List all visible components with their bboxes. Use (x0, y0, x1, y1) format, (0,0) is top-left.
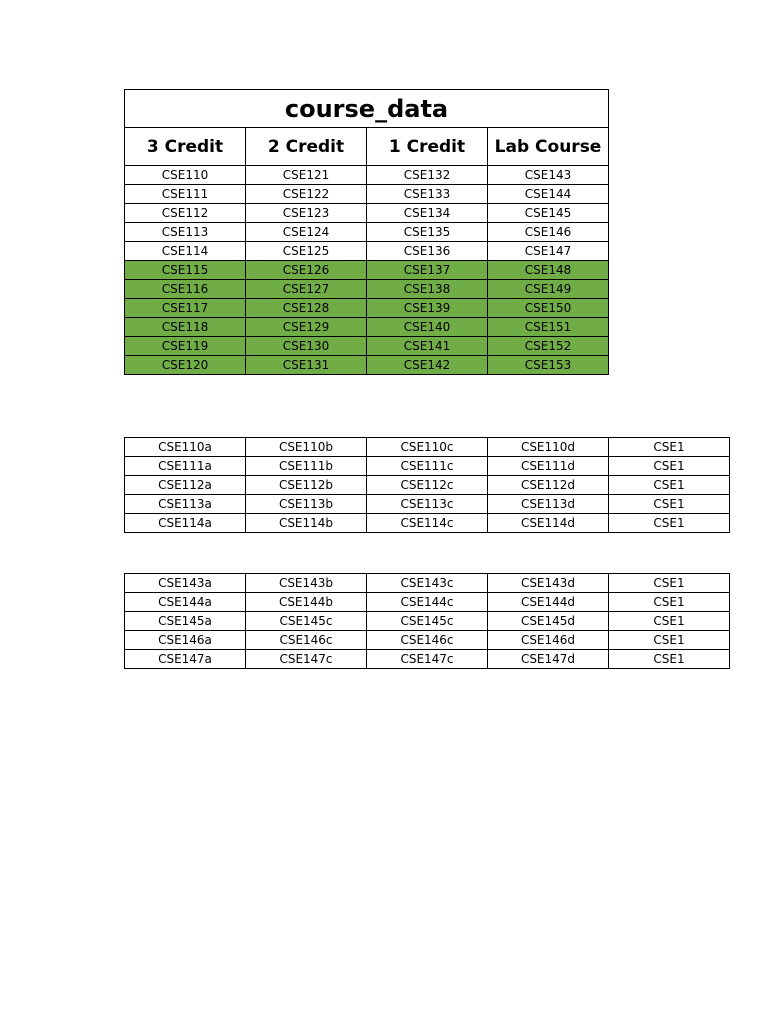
table-cell[interactable]: CSE116 (125, 280, 246, 299)
table-cell[interactable]: CSE110 (125, 166, 246, 185)
table-cell[interactable]: CSE111 (125, 185, 246, 204)
table-cell[interactable]: CSE110a (125, 438, 246, 457)
table-row (125, 204, 609, 223)
table-cell[interactable]: CSE125 (246, 242, 367, 261)
table-cell[interactable]: CSE111c (367, 457, 488, 476)
table-cell[interactable]: CSE146a (125, 631, 246, 650)
table-cell[interactable]: CSE127 (246, 280, 367, 299)
table-cell[interactable]: CSE110c (367, 438, 488, 457)
table-cell[interactable]: CSE144 (488, 185, 609, 204)
table-cell[interactable]: CSE126 (246, 261, 367, 280)
table-cell[interactable]: CSE1 (609, 593, 730, 612)
table-cell[interactable]: CSE147c (367, 650, 488, 669)
table-cell[interactable]: CSE134 (367, 204, 488, 223)
table-cell[interactable]: CSE113c (367, 495, 488, 514)
table-cell[interactable]: CSE145c (246, 612, 367, 631)
table-cell[interactable]: CSE148 (488, 261, 609, 280)
table-cell[interactable]: CSE151 (488, 318, 609, 337)
table-row (125, 185, 609, 204)
header-1-credit[interactable]: 1 Credit (367, 128, 488, 166)
table-cell[interactable]: CSE144c (367, 593, 488, 612)
table-header-row (125, 128, 609, 166)
table-cell[interactable]: CSE142 (367, 356, 488, 375)
table-cell[interactable]: CSE1 (609, 514, 730, 533)
table-cell[interactable]: CSE111b (246, 457, 367, 476)
table-cell[interactable]: CSE110d (488, 438, 609, 457)
table-cell[interactable]: CSE114b (246, 514, 367, 533)
table-cell[interactable]: CSE135 (367, 223, 488, 242)
table-row-highlighted (125, 261, 609, 280)
table-cell[interactable]: CSE147 (488, 242, 609, 261)
section-b-table-region (124, 573, 685, 673)
table-row-highlighted (125, 318, 609, 337)
table-row (125, 166, 609, 185)
table-cell[interactable]: CSE147c (246, 650, 367, 669)
table-cell[interactable]: CSE113b (246, 495, 367, 514)
table-cell[interactable]: CSE113 (125, 223, 246, 242)
table-cell[interactable]: CSE1 (609, 476, 730, 495)
header-2-credit[interactable]: 2 Credit (246, 128, 367, 166)
table-cell[interactable]: CSE111a (125, 457, 246, 476)
table-cell[interactable]: CSE1 (609, 457, 730, 476)
table-cell[interactable]: CSE118 (125, 318, 246, 337)
table-cell[interactable]: CSE150 (488, 299, 609, 318)
table-row (125, 438, 730, 457)
table-cell[interactable]: CSE141 (367, 337, 488, 356)
section-a-table-region (124, 437, 685, 537)
table-cell[interactable]: CSE144a (125, 593, 246, 612)
table-row (125, 574, 730, 593)
table-cell[interactable]: CSE132 (367, 166, 488, 185)
table-cell[interactable]: CSE111d (488, 457, 609, 476)
table-cell[interactable]: CSE147d (488, 650, 609, 669)
header-3-credit[interactable]: 3 Credit (125, 128, 246, 166)
table-cell[interactable]: CSE114d (488, 514, 609, 533)
table-cell[interactable]: CSE1 (609, 574, 730, 593)
table-cell[interactable]: CSE124 (246, 223, 367, 242)
table-cell[interactable]: CSE145 (488, 204, 609, 223)
table-cell[interactable]: CSE137 (367, 261, 488, 280)
table-cell[interactable]: CSE130 (246, 337, 367, 356)
table-cell[interactable]: CSE146c (367, 631, 488, 650)
table-cell[interactable]: CSE114c (367, 514, 488, 533)
table-row-highlighted (125, 356, 609, 375)
table-cell[interactable]: CSE144d (488, 593, 609, 612)
section-b-table (124, 573, 730, 669)
table-cell[interactable]: CSE123 (246, 204, 367, 223)
table-cell[interactable]: CSE149 (488, 280, 609, 299)
table-cell[interactable]: CSE121 (246, 166, 367, 185)
table-cell[interactable]: CSE119 (125, 337, 246, 356)
table-cell[interactable]: CSE143b (246, 574, 367, 593)
table-cell[interactable]: CSE1 (609, 612, 730, 631)
table-cell[interactable]: CSE144b (246, 593, 367, 612)
table-cell[interactable]: CSE120 (125, 356, 246, 375)
table-title-row (125, 90, 609, 128)
table-cell[interactable]: CSE1 (609, 650, 730, 669)
table-row (125, 631, 730, 650)
table-cell[interactable]: CSE1 (609, 631, 730, 650)
table-row (125, 650, 730, 669)
table-cell[interactable]: CSE152 (488, 337, 609, 356)
table-cell[interactable]: CSE115 (125, 261, 246, 280)
table-cell[interactable]: CSE140 (367, 318, 488, 337)
table-cell[interactable]: CSE112b (246, 476, 367, 495)
table-row (125, 242, 609, 261)
table-row (125, 476, 730, 495)
header-lab-course[interactable]: Lab Course (488, 128, 609, 166)
table-cell[interactable]: CSE1 (609, 495, 730, 514)
table-cell[interactable]: CSE131 (246, 356, 367, 375)
table-row (125, 495, 730, 514)
table-cell[interactable]: CSE113a (125, 495, 246, 514)
section-a-table (124, 437, 730, 533)
table-cell[interactable]: CSE143a (125, 574, 246, 593)
table-cell[interactable]: CSE128 (246, 299, 367, 318)
table-cell[interactable]: CSE143 (488, 166, 609, 185)
table-cell[interactable]: CSE153 (488, 356, 609, 375)
table-row (125, 223, 609, 242)
table-row (125, 514, 730, 533)
table-cell[interactable]: CSE114 (125, 242, 246, 261)
table-cell[interactable]: CSE147a (125, 650, 246, 669)
table-title[interactable]: course_data (125, 90, 609, 128)
table-cell[interactable]: CSE145a (125, 612, 246, 631)
table-cell[interactable]: CSE1 (609, 438, 730, 457)
table-row-highlighted (125, 280, 609, 299)
table-cell[interactable]: CSE112d (488, 476, 609, 495)
table-cell[interactable]: CSE113d (488, 495, 609, 514)
table-row-highlighted (125, 337, 609, 356)
table-cell[interactable]: CSE146c (246, 631, 367, 650)
table-row (125, 593, 730, 612)
table-cell[interactable]: CSE136 (367, 242, 488, 261)
table-row (125, 457, 730, 476)
table-cell[interactable]: CSE143d (488, 574, 609, 593)
table-cell[interactable]: CSE146d (488, 631, 609, 650)
course-data-table (124, 89, 609, 375)
table-cell[interactable]: CSE112a (125, 476, 246, 495)
table-cell[interactable]: CSE110b (246, 438, 367, 457)
table-row-highlighted (125, 299, 609, 318)
table-cell[interactable]: CSE146 (488, 223, 609, 242)
table-cell[interactable]: CSE129 (246, 318, 367, 337)
table-cell[interactable]: CSE139 (367, 299, 488, 318)
table-cell[interactable]: CSE138 (367, 280, 488, 299)
table-cell[interactable]: CSE114a (125, 514, 246, 533)
table-cell[interactable]: CSE112c (367, 476, 488, 495)
table-cell[interactable]: CSE112 (125, 204, 246, 223)
table-cell[interactable]: CSE145d (488, 612, 609, 631)
table-row (125, 612, 730, 631)
table-cell[interactable]: CSE122 (246, 185, 367, 204)
table-cell[interactable]: CSE117 (125, 299, 246, 318)
table-cell[interactable]: CSE133 (367, 185, 488, 204)
table-cell[interactable]: CSE143c (367, 574, 488, 593)
table-cell[interactable]: CSE145c (367, 612, 488, 631)
